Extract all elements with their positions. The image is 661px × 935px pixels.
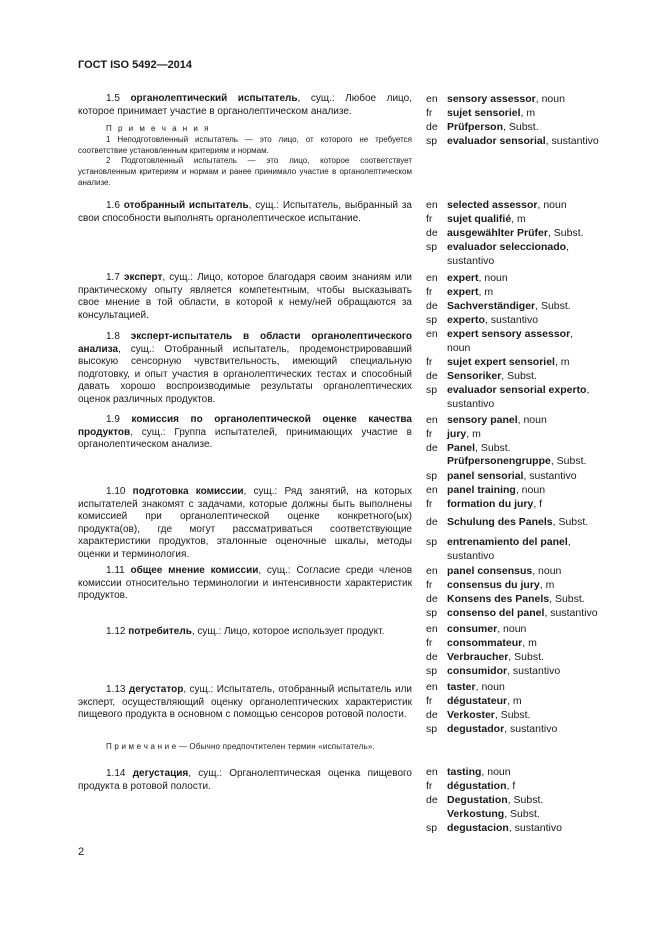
term-pos: , Subst. [547,227,584,239]
term-lang: en [426,681,438,693]
term-pos: , sustantivo [507,665,561,677]
term-line [426,398,494,411]
term-word: evaluador sensorial experto [447,384,587,396]
term-lang: fr [426,579,433,591]
term-lang: fr [426,695,433,707]
term-lang: fr [426,356,433,368]
term-line [426,637,537,650]
note-1-13: П р и м е ч а н и е — Обычно предпочтителен термин «испытатель». [106,742,375,751]
term-word: expert sensory assessor [447,328,571,340]
entry-1-5: 1.5 органолептический испытатель, сущ.: Любое лицо, которое принимает участие в органолептическом анализе. [78,93,412,117]
term-line [426,213,526,226]
entry-1-12: 1.12 потребитель, сущ.: Лицо, которое использует продукт. [106,626,385,637]
term-line [426,370,537,383]
term-pos: , m [554,356,570,368]
term-pos: , Subst. [535,300,571,312]
term-lang: sp [426,135,438,147]
term-lang: en [426,766,438,778]
term-line [426,121,539,134]
term-lang: fr [426,428,433,440]
term-pos: noun [447,342,471,354]
term-word: sensory assessor [447,93,536,105]
term-pos: , m [539,579,555,591]
term-word: evaluador seleccionado [447,241,567,253]
term-line [426,356,570,369]
term-lang: de [426,593,438,605]
term-line [426,272,508,285]
term-pos: sustantivo [447,398,495,410]
term-lang: de [426,300,438,312]
term-line [426,227,584,240]
term-pos: , [567,536,571,548]
term-lang: sp [426,536,438,548]
document-header: ГОСТ ISO 5492—2014 [78,59,193,71]
term-word: Verbraucher [447,651,509,663]
term-word: panel sensorial [447,470,524,482]
term-line [426,565,561,578]
term-pos: , noun [478,272,508,284]
term-line [426,442,511,455]
term-line [426,300,571,313]
entry-term: отобранный испытатель [123,200,249,211]
entry-1-9: 1.9 комиссия по органолептической оценке качества продуктов, сущ.: Группа испытателей, принимающих участие в органолептическом анализе. [78,414,412,450]
term-line [426,414,547,427]
note-2: 2 Подготовленный испытатель — это лицо, которое соответствует установленным критериям и нормам и ранее принимало участие в органолептическом анализе. [78,156,412,187]
term-word: entrenamiento del panel [447,536,568,548]
notes-block [78,124,412,189]
term-lang: de [426,227,438,239]
term-pos: , Subst. [549,593,585,605]
term-lang: en [426,565,438,577]
term-pos: , Subst. [503,121,539,133]
term-lang: sp [426,665,438,677]
term-pos: , noun [535,93,565,105]
term-line [426,328,573,341]
term-pos: , noun [515,484,546,496]
term-lang: de [426,442,438,454]
term-line [426,255,494,268]
term-lang: fr [426,107,433,119]
term-pos: sustantivo [447,550,495,562]
entry-term: подготовка комиссии [132,486,244,497]
term-word: taster [447,681,476,693]
term-pos: sustantivo [447,255,495,267]
term-line [426,607,598,620]
term-word: dégustation [447,780,507,792]
term-line [426,695,522,708]
term-lang: en [426,199,438,211]
entry-1-10: 1.10 подготовка комиссии, сущ.: Ряд занятий, на которых испытателей знакомят с задачами, которые должны быть выполнены комиссией при органолептической оценке конкретного(ых) продукта(ов), где могут рассматриваться соответствующие характеристики продуктов, эталонные оценочные шкалы, методы оценки и терминология. [78,486,412,560]
entry-term: эксперт [123,272,163,283]
entry-term: эксперт-испытатель в области органолептического анализа [78,331,413,355]
term-word: evaluador sensorial [447,135,546,147]
entry-1-13: 1.13 дегустатор, сущ.: Испытатель, отобранный испытатель или эксперт, осуществляющий оценку органолептических характеристик пищевого продукта в основном с помощью сенсоров ротовой полости. [78,684,412,720]
term-pos: , Subst. [504,808,540,820]
term-pos: , m [507,695,522,707]
term-pos: , sustantivo [523,470,577,482]
term-line [426,470,577,483]
term-word: tasting [447,766,482,778]
term-line [426,342,470,355]
term-lang: sp [426,822,438,834]
term-word: Panel [447,442,476,454]
term-line [426,593,585,606]
term-pos: , sustantivo [484,314,539,326]
term-line [426,623,526,636]
term-lang: en [426,328,438,340]
term-pos: , Subst. [550,455,587,467]
term-pos: , m [522,637,537,649]
term-line [426,498,542,511]
term-word: consommateur [447,637,523,649]
term-lang: fr [426,213,433,225]
term-lang: en [426,93,438,105]
term-line [426,384,589,397]
term-word: consensus du jury [447,579,540,591]
term-lang: fr [426,637,433,649]
term-word: formation du jury [447,498,534,510]
term-word: sujet sensoriel [447,107,521,119]
term-line [426,766,511,779]
term-lang: de [426,651,438,663]
term-word: Prüfpersonengruppe [447,455,551,467]
term-word: experto [447,314,485,326]
term-lang: de [426,370,438,382]
term-word: consumidor [447,665,508,677]
term-word: panel training [447,484,516,496]
term-line [426,550,494,563]
term-lang: sp [426,470,438,482]
term-word: Verkoster [447,709,495,721]
term-lang: sp [426,314,438,326]
entry-1-8: 1.8 эксперт-испытатель в области органолептического анализа, сущ.: Отобранный испытатель, продемонстрировавший высокую сенсорную чувствительность, имеющий специальную подготовку, и опыт участия в органолептических тестах и способный давать хорошо воспроизводимые результаты органолептических оценок различных продуктов. [78,331,413,405]
term-pos: , m [478,286,494,298]
term-line [426,484,545,497]
term-lang: fr [426,780,433,792]
term-pos: , noun [497,623,527,635]
term-line [426,780,515,793]
entry-term: дегустатор [128,684,184,695]
term-pos: , Subst. [508,651,544,663]
term-pos: , noun [517,414,547,426]
term-word: selected assessor [447,199,538,211]
term-lang: en [426,484,438,496]
term-word: sensory panel [447,414,518,426]
term-line [426,822,562,835]
term-pos: , [570,328,574,340]
term-word: ausgewählter Prüfer [447,227,548,239]
term-word: jury [447,428,467,440]
term-line [426,665,560,678]
term-word: panel consensus [447,565,533,577]
term-pos: , sustantivo [504,723,558,735]
term-word: sujet expert sensoriel [447,356,555,368]
term-word: dégustateur [447,695,508,707]
note-1: 1 Неподготовленный испытатель — это лицо, от которого не требуется соответствие установленным критериям и нормам. [78,134,412,155]
term-pos: , sustantivo [545,135,599,147]
term-lang: fr [426,286,433,298]
term-line [426,536,571,549]
term-lang: de [426,794,438,806]
term-pos: , noun [532,565,562,577]
term-line [426,135,599,148]
term-lang: de [426,709,438,721]
term-line [426,455,586,468]
term-lang: sp [426,241,438,253]
term-lang: sp [426,723,438,735]
term-lang: sp [426,384,438,396]
term-pos: , f [506,780,516,792]
term-line [426,709,530,722]
term-pos: , m [520,107,536,119]
entry-1-14: 1.14 дегустация, сущ.: Органолептическая оценка пищевого продукта в ротовой полости. [78,768,412,792]
term-pos: , sustantivo [508,822,562,834]
term-word: consumer [447,623,498,635]
term-lang: en [426,272,438,284]
term-line [426,93,565,106]
term-word: degustacion [447,822,509,834]
term-word: Sachverständiger [447,300,536,312]
term-lang: en [426,414,438,426]
term-lang: sp [426,607,438,619]
term-pos: , Subst. [507,794,544,806]
term-word: Schulung des Panels [447,516,553,528]
entry-term: потребитель [128,626,192,637]
term-pos: , Subst. [501,370,537,382]
term-lang: de [426,121,438,133]
term-lang: de [426,516,438,528]
term-line [426,579,554,592]
entry-term: дегустация [132,768,189,779]
term-line [426,241,569,254]
term-word: sujet qualifié [447,213,512,225]
term-lang: fr [426,498,433,510]
term-line [426,286,493,299]
term-pos: , sustantivo [544,607,598,619]
entry-1-11: 1.11 общее мнение комиссии, сущ.: Согласие среди членов комиссии относительно терминологии и интенсивности характеристик продуктов. [78,565,413,601]
term-pos: , m [466,428,481,440]
term-pos: , noun [475,681,505,693]
term-line [426,199,567,212]
term-word: Sensoriker [447,370,502,382]
term-word: Konsens des Panels [447,593,550,605]
term-word: degustador [447,723,505,735]
entry-1-6: 1.6 отобранный испытатель, сущ.: Испытатель, выбранный за свои способности выполнять органолептическое испытание. [78,200,412,224]
term-word: consenso del panel [447,607,545,619]
entry-term: органолептический испытатель [130,93,298,104]
term-pos: , f [533,498,543,510]
entry-term: комиссия по органолептической оценке качества продуктов [78,414,412,438]
term-word: expert [447,286,479,298]
term-line [426,314,538,327]
term-word: expert [447,272,479,284]
entry-term: общее мнение комиссии [130,565,259,576]
term-pos: , [586,384,590,396]
term-word: Degustation [447,794,508,806]
term-line [426,794,543,807]
term-word: Verkostung [447,808,505,820]
term-line [426,723,557,736]
term-pos: , Subst. [475,442,511,454]
term-line [426,651,544,664]
term-line [426,681,505,694]
term-pos: , m [511,213,526,225]
term-pos: , noun [537,199,567,211]
page-number: 2 [78,846,85,858]
notes-title: П р и м е ч а н и я [106,124,211,133]
term-pos: , Subst. [494,709,531,721]
term-line [426,428,481,441]
term-line [426,107,535,120]
term-pos: , Subst. [552,516,589,528]
term-line [426,516,588,529]
entry-1-7: 1.7 эксперт, сущ.: Лицо, которое благодаря своим знаниям или практическому опыту является компетентным, чтобы высказывать свое мнение в той области, в которой к нему/ней обращаются за консультацией. [78,272,412,321]
term-pos: , noun [481,766,511,778]
term-line [426,808,540,821]
term-word: Prüfperson [447,121,504,133]
term-lang: en [426,623,438,635]
term-pos: , [566,241,569,253]
